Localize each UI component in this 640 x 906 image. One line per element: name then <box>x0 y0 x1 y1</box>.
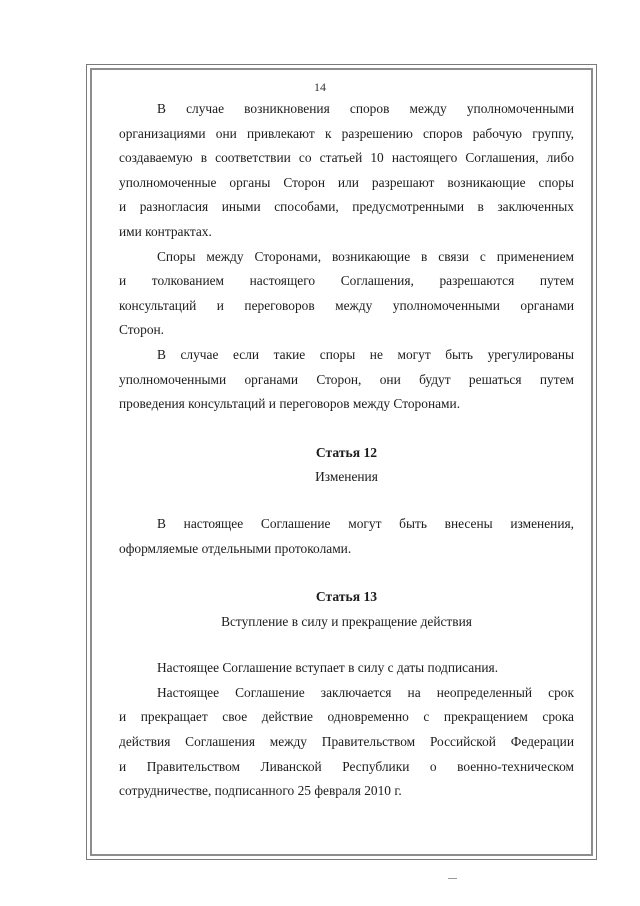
text-line: ими контрактах. <box>119 223 212 239</box>
text-line: оформляемые отдельными протоколами. <box>119 540 352 556</box>
paragraph-disputes-parties <box>119 245 574 343</box>
article-12-heading: Статья 12 <box>315 444 378 460</box>
text-line: уполномоченными органами Сторон, они будут решаться путем <box>119 371 574 387</box>
text-line: и толкованием настоящего Соглашения, разрешаются путем <box>119 273 574 289</box>
text-line: сотрудничестве, подписанного 25 февраля 2010 г. <box>119 783 402 799</box>
text-line: действия Соглашения между Правительством Российской Федерации <box>119 734 574 750</box>
paragraph-amendments <box>119 512 574 561</box>
text-line: и прекращает свое действие одновременно с прекращением срока <box>119 709 574 725</box>
text-line: и разногласия иными способами, предусмотренными в заключенных <box>119 199 574 215</box>
text-line: В настоящее Соглашение могут быть внесены изменения, <box>157 515 574 531</box>
text-line: создаваемую в соответствии со статьей 10 настоящего Соглашения, либо <box>119 150 574 166</box>
text-line: проведения консультаций и переговоров между Сторонами. <box>119 396 461 412</box>
article-13-title: Вступление в силу и прекращение действия <box>221 613 472 629</box>
document-body <box>119 97 574 804</box>
text-line: В случае если такие споры не могут быть урегулированы <box>157 346 574 362</box>
text-line: Споры между Сторонами, возникающие в связи с применением <box>157 248 574 264</box>
text-line: Настоящее Соглашение заключается на неопределенный срок <box>157 684 574 700</box>
article-13-heading: Статья 13 <box>315 589 378 605</box>
text-line: организациями они привлекают к разрешению споров рабочую группу, <box>119 125 574 141</box>
article-12-title: Изменения <box>315 469 378 485</box>
paragraph-disputes-organizations <box>119 97 574 245</box>
text-line: уполномоченные органы Сторон или разрешают возникающие споры <box>119 174 574 190</box>
paragraph-termination <box>119 681 574 804</box>
page-number: 14 <box>314 80 326 94</box>
scan-mark <box>448 878 457 879</box>
paragraph-disputes-unresolved <box>119 343 574 417</box>
text-line: Настоящее Соглашение вступает в силу с даты подписания. <box>157 660 499 676</box>
text-line: В случае возникновения споров между уполномоченными <box>157 101 574 116</box>
text-line: и Правительством Ливанской Республики о военно-техническом <box>119 758 574 774</box>
text-line: консультаций и переговоров между уполномоченными органами <box>119 297 574 313</box>
paragraph-entry-into-force <box>119 656 574 681</box>
text-line: Сторон. <box>119 322 165 338</box>
